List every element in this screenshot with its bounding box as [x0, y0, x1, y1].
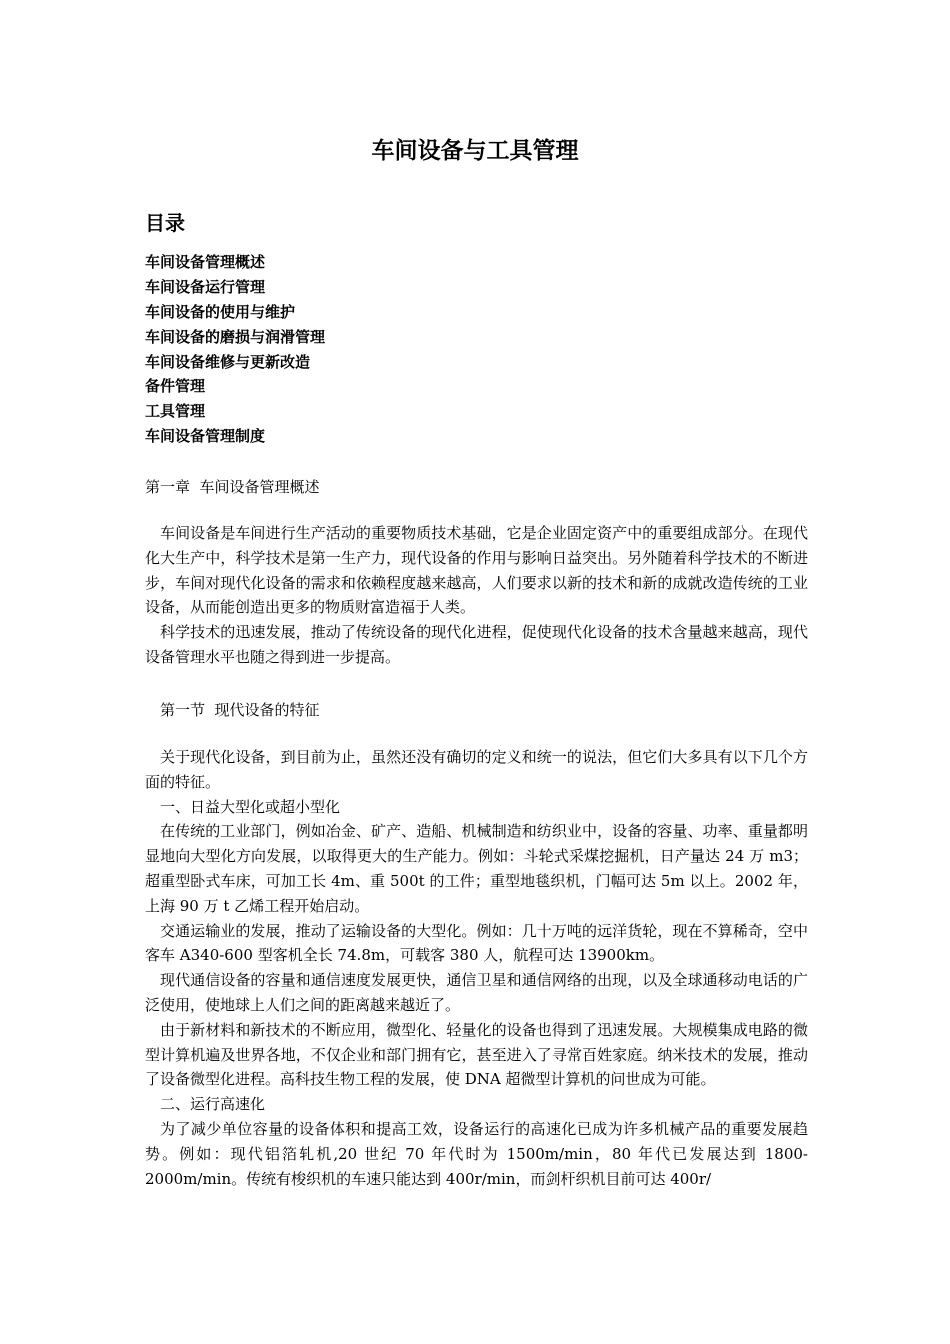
section-body: [145, 745, 808, 1191]
paragraph: 由于新材料和新技术的不断应用，微型化、轻量化的设备也得到了迅速发展。大规模集成电路的微型计算机遍及世界各地，不仅企业和部门拥有它，甚至进入了寻常百姓家庭。纳米技术的发展，推动了设备微型化进程。高科技生物工程的发展，使 DNA 超微型计算机的问世成为可能。: [145, 1020, 808, 1089]
subheading: 二、运行高速化: [160, 1095, 266, 1114]
toc-item[interactable]: 备件管理: [145, 377, 206, 396]
toc-item[interactable]: 工具管理: [145, 402, 206, 421]
toc-item[interactable]: 车间设备维修与更新改造: [145, 352, 311, 371]
table-of-contents: [145, 250, 325, 449]
paragraph: 在传统的工业部门，例如冶金、矿产、造船、机械制造和纺织业中，设备的容量、功率、重量都明显地向大型化方向发展，以取得更大的生产能力。例如：斗轮式采煤挖掘机，日产量达 24 万 m3；超重型卧式车床，可加工长 4m、重 500t 的工件；重型地毯织机，门幅可达 5m 以上。2002 年，上海 90 万 t 乙烯工程开始启动。: [145, 822, 808, 915]
toc-heading: 目录: [145, 211, 185, 235]
paragraph: 交通运输业的发展，推动了运输设备的大型化。例如：几十万吨的远洋货轮，现在不算稀奇，空中客车 A340-600 型客机全长 74.8m，可载客 380 人，航程可达 13900km。: [145, 921, 808, 965]
chapter-intro: [145, 521, 808, 670]
subheading: 一、日益大型化或超小型化: [160, 797, 341, 816]
toc-item[interactable]: 车间设备运行管理: [145, 277, 266, 296]
chapter-heading: 第一章 车间设备管理概述: [145, 478, 320, 496]
paragraph: 车间设备是车间进行生产活动的重要物质技术基础，它是企业固定资产中的重要组成部分。在现代化大生产中，科学技术是第一生产力，现代设备的作用与影响日益突出。另外随着科学技术的不断进步，车间对现代化设备的需求和依赖程度越来越高，人们要求以新的技术和新的成就改造传统的工业设备，从而能创造出更多的物质财富造福于人类。: [145, 524, 808, 617]
toc-item[interactable]: 车间设备管理概述: [145, 253, 266, 271]
toc-item[interactable]: 车间设备管理制度: [145, 427, 266, 446]
toc-item[interactable]: 车间设备的使用与维护: [145, 302, 296, 321]
toc-item[interactable]: 车间设备的磨损与润滑管理: [145, 327, 326, 346]
document-title: 车间设备与工具管理: [371, 138, 579, 164]
paragraph: 为了减少单位容量的设备体积和提高工效，设备运行的高速化已成为许多机械产品的重要发展趋势。例如：现代铝箔轧机,20 世纪 70 年代时为 1500m/min，80 年代已发展达到 1800-2000m/min。传统有梭织机的车速只能达到 400r/min，而剑杆织机目前可达 400r/: [145, 1119, 808, 1188]
section-heading: 第一节 现代设备的特征: [160, 701, 320, 719]
paragraph: 现代通信设备的容量和通信速度发展更快，通信卫星和通信网络的出现，以及全球通移动电话的广泛使用，使地球上人们之间的距离越来越近了。: [145, 971, 808, 1014]
paragraph: 科学技术的迅速发展，推动了传统设备的现代化进程，促使现代化设备的技术含量越来越高，现代设备管理水平也随之得到进一步提高。: [145, 623, 808, 666]
paragraph: 关于现代化设备，到目前为止，虽然还没有确切的定义和统一的说法，但它们大多具有以下几个方面的特征。: [145, 748, 808, 791]
